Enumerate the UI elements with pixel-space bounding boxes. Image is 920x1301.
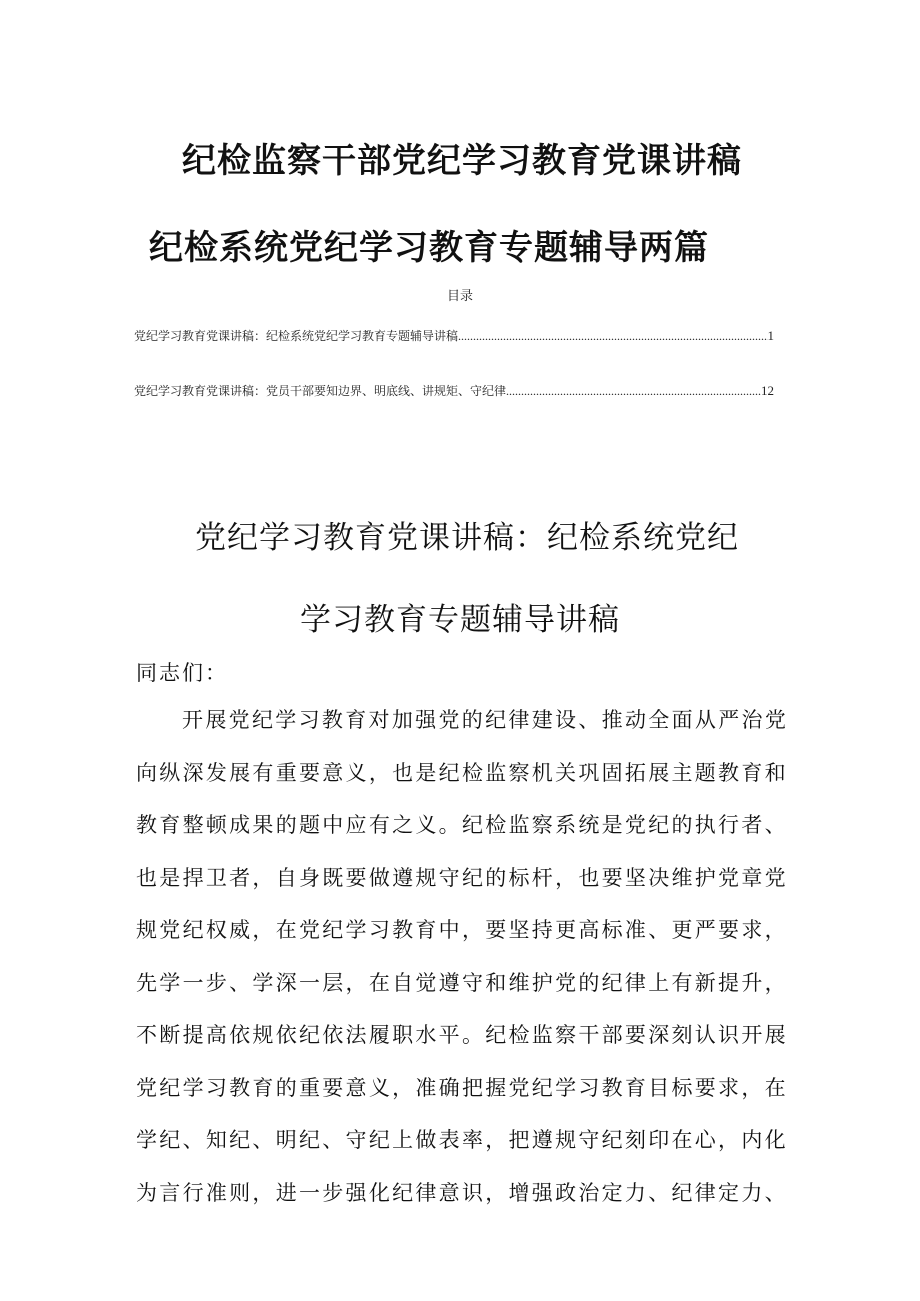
body-line: 为 言 行 准 则 ， 进 一 步 强 化 纪 律 意 识 ， 增 强 政 治 定 力 、 纪 律 定 力 、 bbox=[136, 1180, 786, 1205]
body-line: 党 纪 学 习 教 育 的 重 要 意 义 ， 准 确 把 握 党 纪 学 习 教 育 目 标 要 求 ， 在 bbox=[136, 1075, 786, 1100]
body-line: 不 断 提 高 依 规 依 纪 依 法 履 职 水 平 。 纪 检 监 察 干 部 要 深 刻 认 识 开 展 bbox=[136, 1023, 786, 1047]
toc-leader-dots bbox=[506, 384, 761, 399]
toc-entry-title: 党纪学习教育党课讲稿：党员干部要知边界、明底线、讲规矩、守纪律 bbox=[134, 384, 507, 398]
body-paragraph bbox=[136, 705, 786, 1230]
section-title-line-1: 党纪学习教育党课讲稿：纪检系统党纪 bbox=[195, 520, 739, 556]
body-line: 规 党 纪 权 威 ， 在 党 纪 学 习 教 育 中 ， 要 坚 持 更 高 标 准 、 更 严 要 求 ， bbox=[136, 918, 786, 942]
toc-entry[interactable] bbox=[134, 326, 774, 344]
body-line: 教 育 整 顿 成 果 的 题 中 应 有 之 义 。 纪 检 监 察 系 统 是 党 纪 的 执 行 者 、 bbox=[136, 813, 786, 837]
body-line: 先 学 一 步 、 学 深 一 层 ， 在 自 觉 遵 守 和 维 护 党 的 纪 律 上 有 新 提 升 ， bbox=[136, 970, 786, 995]
body-line: 开 展 党 纪 学 习 教 育 对 加 强 党 的 纪 律 建 设 、 推 动 全 面 从 严 治 党 bbox=[182, 708, 786, 732]
toc-heading: 目录 bbox=[446, 289, 473, 304]
toc-leader-dots bbox=[458, 329, 767, 344]
toc-entry[interactable] bbox=[134, 381, 774, 399]
body-line: 学 纪 、 知 纪 、 明 纪 、 守 纪 上 做 表 率 ， 把 遵 规 守 纪 刻 印 在 心 ， 内 化 bbox=[136, 1128, 786, 1152]
body-line: 向 纵 深 发 展 有 重 要 意 义 ， 也 是 纪 检 监 察 机 关 巩 固 拓 展 主 题 教 育 和 bbox=[136, 760, 786, 785]
toc-entry-page: 12 bbox=[761, 383, 774, 398]
section-title-line-2: 学习教育专题辅导讲稿 bbox=[300, 602, 620, 638]
toc-entry-title: 党纪学习教育党课讲稿：纪检系统党纪学习教育专题辅导讲稿 bbox=[134, 329, 459, 343]
body-line: 也 是 捍 卫 者 ， 自 身 既 要 做 遵 规 守 纪 的 标 杆 ， 也 要 坚 决 维 护 党 章 党 bbox=[136, 865, 786, 890]
document-title-line-1: 纪检监察干部党纪学习教育党课讲稿 bbox=[182, 141, 742, 181]
document-title-line-2: 纪检系统党纪学习教育专题辅导两篇 bbox=[149, 228, 709, 268]
salutation: 同志们： bbox=[136, 661, 228, 685]
toc-entry-page: 1 bbox=[767, 328, 774, 343]
